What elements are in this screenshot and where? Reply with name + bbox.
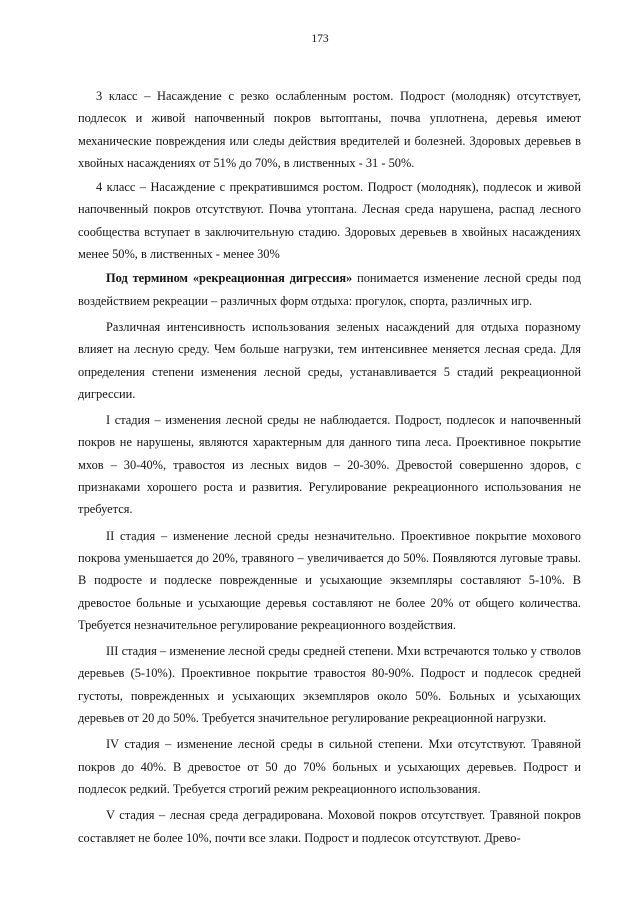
definition-text: понимается изменение лесной среды под воздействием рекреации – различных форм отдыха: прогулок, спорта, различных игр.	[78, 271, 581, 308]
paragraph-class-4: 4 класс – Насаждение с прекратившимся ростом. Подрост (молодняк), подлесок и живой напочвенный покров отсутствуют. Почва утоптана. Лесная среда нарушена, распад лесного сообщества вступает в заключительную стадию. Здоровых деревьев в хвойных насаждениях менее 50%, в лиственных - менее 30%	[78, 180, 581, 262]
paragraph-intensity: Различная интенсивность использования зеленых насаждений для отдыха поразному влияет на лесную среду. Чем больше нагрузки, тем интенсивнее меняется лесная среда. Для определения степени изменения лесной среды, устанавливается 5 стадий рекреационной дигрессии.	[78, 319, 581, 401]
page-number: 173	[311, 33, 329, 45]
paragraph-stage-4: IV стадия – изменение лесной среды в сильной степени. Мхи отсутствуют. Травяной покров до 40%. В древостое от 50 до 70% больных и усыхающих деревьев. Подрост и подлесок редкий. Требуется строгий режим рекреационного использования.	[78, 737, 581, 796]
paragraph-stage-5: V стадия – лесная среда деградирована. Моховой покров отсутствует. Травяной покров составляет не более 10%, почти все злаки. Подрост и подлесок отсутствуют. Древо-	[78, 808, 581, 845]
paragraph-stage-2: II стадия – изменение лесной среды незначительно. Проективное покрытие мохового покрова уменьшается до 20%, травяного – увеличивается до 50%. Появляются луговые травы. В подросте и подлеске поврежденные и усыхающие экземпляры составляют 5-10%. В древостое больные и усыхающие деревья составляют не более 20% от общего количества. Требуется незначительное регулирование рекреационного воздействия.	[78, 528, 581, 632]
paragraph-definition	[78, 267, 581, 312]
paragraph-class-3: 3 класс – Насаждение с резко ослабленным ростом. Подрост (молодняк) отсутствует, подлесок и живой напочвенный покров вытоптаны, почва уплотнена, деревья имеют механические повреждения или следы действия вредителей и болезней. Здоровых деревьев в хвойных насаждениях от 51% до 70%, в лиственных - 31 - 50%.	[78, 89, 581, 170]
body-text	[78, 85, 581, 853]
paragraph-stage-3: III стадия – изменение лесной среды средней степени. Мхи встречаются только у стволов деревьев (5-10%). Проективное покрытие травостоя 80-90%. Подрост и подлесок средней густоты, поврежденных и усыхающих экземпляров около 50%. Больных и усыхающих деревьев от 20 до 50%. Требуется значительное регулирование рекреационной нагрузки.	[78, 644, 581, 726]
term-bold: Под термином «рекреационная дигрессия»	[106, 271, 353, 286]
paragraph-stage-1: I стадия – изменения лесной среды не наблюдается. Подрост, подлесок и напочвенный покров не нарушены, являются характерным для данного типа леса. Проективное покрытие мхов – 30-40%, травостоя из лесных видов – 20-30%. Древостой совершенно здоров, с признаками хорошего роста и развития. Регулирование рекреационного использования не требуется.	[78, 413, 581, 517]
